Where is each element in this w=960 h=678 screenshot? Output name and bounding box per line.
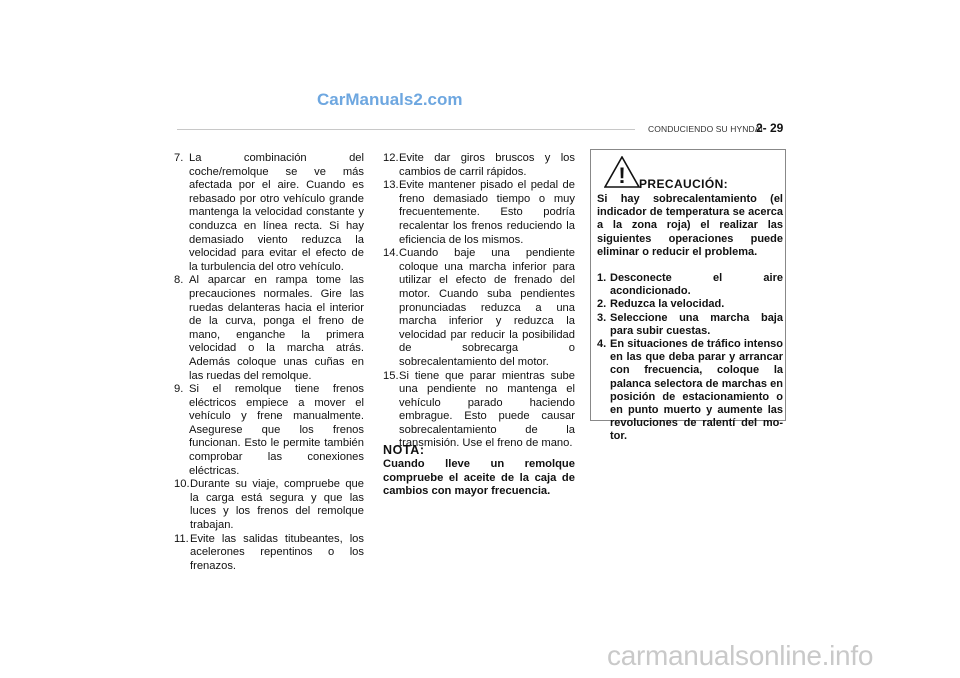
item-text: Cuando baje una pendiente coloque una marcha inferior para utilizar el efecto de frenado del motor. Cuando suba pendientes pronunciadas reduzca a una marcha inferior y reduzca la velocidad par reducir la posibilidad de sobrecarga o sobrecalentamiento del motor. <box>399 247 575 368</box>
warning-triangle-icon <box>604 156 640 188</box>
caution-body <box>597 193 783 444</box>
note-body: Cuando lleve un remolque compruebe el aceite de la caja de cambios con mayor frecuencia. <box>383 458 575 498</box>
header-rule <box>177 129 635 130</box>
caution-box <box>590 149 786 443</box>
item-number: 7. <box>174 152 184 164</box>
item-text: Evite las salidas titubeantes, los acelerones repentinos o los frenazos. <box>190 532 364 572</box>
item-text: Durante su viaje, compruebe que la carga está segura y que las luces y los frenos del remolque trabajan. <box>190 478 364 532</box>
list-item <box>174 274 364 383</box>
item-number: 13. <box>383 179 399 192</box>
item-text: Si el remolque tiene frenos eléctricos empiece a mover el vehículo y frene manualmente. Asegurese que los frenos funcionan. Esto le permite también comprobar las conexiones eléctricas. <box>189 383 364 477</box>
item-number: 9. <box>174 383 184 396</box>
item-text: Evite dar giros bruscos y los cambios de carril rápidos. <box>399 152 575 178</box>
watermark-top: CarManuals2.com <box>317 90 463 109</box>
item-number: 12. <box>383 152 399 164</box>
item-number: 4. <box>597 338 607 351</box>
list-item <box>174 533 364 574</box>
list-item <box>597 272 783 298</box>
column-middle <box>383 152 575 451</box>
item-text: En situaciones de tráfico intenso en las que deba parar y arrancar con frecuencia, coloque la palanca selectora de marchas en posición de estacionamiento o en punto muerto y aumente las revoluciones de ralentí del mo-tor. <box>610 338 783 443</box>
item-text: Desconecte el aire acondicionado. <box>610 272 783 298</box>
item-number: 10. <box>174 478 190 491</box>
item-number: 11. <box>174 532 189 545</box>
list-item <box>383 247 575 369</box>
list-item <box>174 152 364 274</box>
list-item <box>174 478 364 532</box>
list-item <box>174 383 364 478</box>
list-item <box>383 179 575 247</box>
item-number: 2. <box>597 298 607 311</box>
header-title: CONDUCIENDO SU HYNDAI <box>648 124 763 134</box>
item-text: Al aparcar en rampa tome las precauciones normales. Gire las ruedas delanteras hacia el interior de la curva, ponga el freno de mano, enganche la primera velocidad o la marcha atrás. Además coloque unas cuñas en las ruedas del remolque. <box>189 274 364 382</box>
caution-intro: Si hay sobrecalentamiento (el indicador de temperatura se acerca a la zona roja) el realizar las siguientes operaciones puede eliminar o reducir el problema. <box>597 193 783 258</box>
item-number: 3. <box>597 311 607 324</box>
item-number: 14. <box>383 247 399 260</box>
list-item <box>597 338 783 444</box>
item-text: Si tiene que parar mientras sube una pendiente no mantenga el vehículo parado haciendo embrague. Esto puede causar sobrecalentamiento de la transmisión. Use el freno de mano. <box>399 369 575 450</box>
item-text: Seleccione una marcha baja para subir cuestas. <box>610 311 783 337</box>
list-item <box>597 298 783 311</box>
watermark-bottom: carmanualsonline.info <box>607 640 874 671</box>
note-title: NOTA: <box>383 443 425 457</box>
warning-glyph: ! <box>618 163 626 188</box>
list-item <box>597 312 783 338</box>
list-item <box>383 370 575 452</box>
list-item <box>383 152 575 179</box>
column-left <box>174 152 364 573</box>
item-number: 15. <box>383 369 399 382</box>
item-text: La combinación del coche/remolque se ve más afectada por el aire. Cuando es rebasado por otro vehículo grande mantenga la velocidad constante y conduzca en línea recta. Si hay demasiado viento reduzca la velocidad para evitar el efecto de la turbulencia del otro vehículo. <box>189 152 364 273</box>
page-number: 2- 29 <box>756 121 784 135</box>
item-text: Reduzca la velocidad. <box>610 298 725 311</box>
item-number: 8. <box>174 274 184 287</box>
caution-title: PRECAUCIÓN: <box>639 177 729 191</box>
note-section <box>383 443 575 499</box>
item-text: Evite mantener pisado el pedal de freno demasiado tiempo o muy frecuentemente. Esto podría recalentar los frenos reduciendo la eficiencia de los mismos. <box>399 179 575 246</box>
item-number: 1. <box>597 272 607 285</box>
